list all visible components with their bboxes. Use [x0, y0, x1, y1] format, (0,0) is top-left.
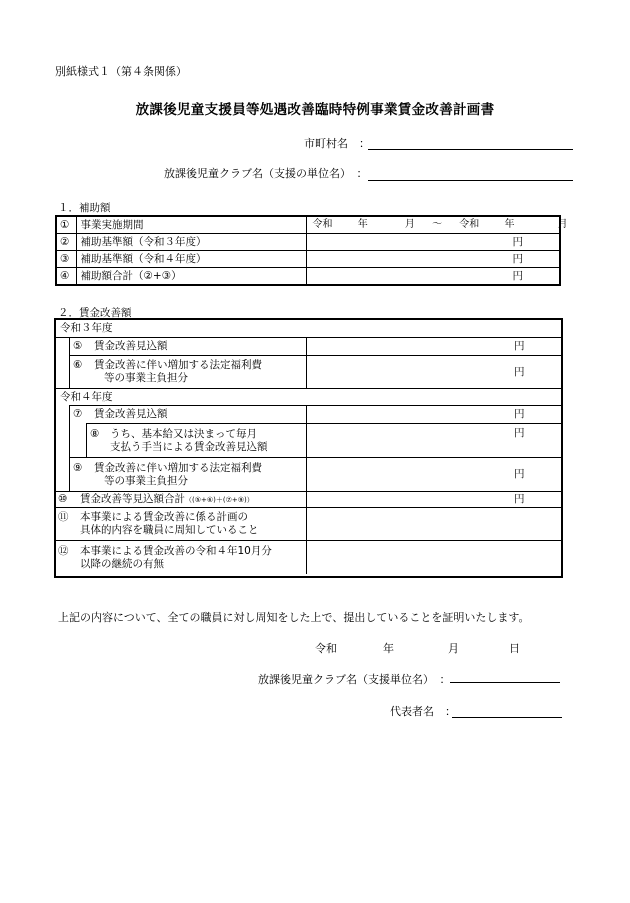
period-tilde: ～: [432, 219, 443, 230]
row-number: ⑫: [58, 545, 69, 557]
row-number: ⑤: [73, 340, 83, 352]
table-row: [56, 234, 560, 251]
value-cell[interactable]: 円: [306, 234, 560, 251]
row-label: うち、基本給又は決まって毎月: [110, 428, 257, 440]
divider: [69, 405, 561, 406]
section-1-heading: １．補助額: [58, 202, 111, 214]
municipality-label: 市町村名 ：: [304, 137, 370, 150]
row-label: 賃金改善に伴い増加する法定福利費: [94, 462, 262, 474]
divider: [56, 388, 561, 389]
row-label: 本事業による賃金改善の令和４年10月分: [80, 545, 272, 557]
divider: [56, 337, 561, 338]
row-number: ①: [56, 216, 76, 234]
total-formula: （(⑤+⑥)＋(⑦+⑨)）: [185, 496, 254, 504]
row-number: ⑦: [73, 408, 83, 420]
date-year: 年: [383, 642, 394, 655]
value-cell[interactable]: 円: [514, 366, 525, 378]
row-number: ⑪: [58, 511, 69, 523]
municipality-input-line[interactable]: [368, 149, 573, 150]
form-identifier: 別紙様式１（第４条関係）: [55, 65, 187, 78]
value-cell[interactable]: 円: [514, 427, 525, 439]
row-label-line2: 具体的内容を職員に周知していること: [80, 524, 259, 536]
divider: [69, 337, 70, 388]
period-year-1: 年: [357, 219, 368, 230]
period-year-2: 年: [504, 219, 515, 230]
value-cell[interactable]: 円: [514, 468, 525, 480]
row-label-line2: 等の事業主負担分: [104, 372, 188, 384]
date-era: 令和: [315, 642, 337, 655]
divider: [86, 423, 561, 424]
section-2-heading: ２．賃金改善額: [58, 307, 132, 319]
fy-r3-heading: 令和３年度: [60, 322, 113, 334]
row-label-line2: 支払う手当による賃金改善見込額: [110, 441, 268, 453]
divider: [69, 405, 70, 491]
representative-input-line[interactable]: [452, 717, 562, 718]
period-era-2: 令和: [459, 219, 480, 230]
row-label: 事業実施期間: [76, 216, 306, 234]
representative-label: 代表者名 ：: [390, 705, 456, 718]
total-label: 賃金改善等見込額合計: [80, 493, 185, 505]
table-row: [56, 268, 560, 286]
document-title: 放課後児童支援員等処遇改善臨時特例事業賃金改善計画書: [135, 102, 495, 118]
period-cell[interactable]: [306, 216, 568, 234]
row-number: ⑩: [58, 493, 68, 505]
value-cell[interactable]: 円: [514, 340, 525, 352]
row-label: 賃金改善見込額: [94, 340, 168, 352]
fy-r4-heading: 令和４年度: [60, 391, 113, 403]
row-label: [80, 493, 254, 506]
row-number: ⑨: [73, 462, 83, 474]
value-cell[interactable]: 円: [514, 493, 525, 505]
period-month-1: 月: [404, 219, 415, 230]
row-label: 補助基準額（令和４年度）: [76, 251, 306, 268]
row-number: ⑧: [90, 428, 100, 440]
divider: [69, 355, 561, 356]
certification-statement: 上記の内容について、全ての職員に対し周知をした上で、提出していることを証明いたします。: [58, 611, 530, 624]
date-day: 日: [509, 642, 520, 655]
table-row: [56, 251, 560, 268]
period-month-2: 月: [557, 219, 568, 230]
footer-club-input-line[interactable]: [450, 682, 560, 683]
date-month: 月: [448, 642, 459, 655]
row-number: ②: [56, 234, 76, 251]
row-number: ⑥: [73, 359, 83, 371]
row-number: ③: [56, 251, 76, 268]
club-name-input-line[interactable]: [368, 180, 573, 181]
divider: [56, 491, 561, 492]
row-label-line2: 以降の継続の有無: [80, 558, 164, 570]
subsidy-table: [55, 215, 568, 286]
value-cell[interactable]: 円: [306, 251, 560, 268]
club-name-label: 放課後児童クラブ名（支援の単位名） ：: [164, 167, 368, 180]
row-label: 補助基準額（令和３年度）: [76, 234, 306, 251]
divider: [306, 337, 307, 388]
value-cell[interactable]: 円: [306, 268, 560, 286]
footer-club-label: 放課後児童クラブ名（支援単位名） ：: [258, 673, 451, 686]
continuation-value-cell[interactable]: [307, 541, 559, 572]
notification-value-cell[interactable]: [307, 508, 559, 539]
table-row: [56, 216, 560, 234]
divider: [86, 423, 87, 457]
row-label: 賃金改善に伴い増加する法定福利費: [94, 359, 262, 371]
row-label: 本事業による賃金改善に係る計画の: [80, 511, 248, 523]
period-era-1: 令和: [312, 219, 333, 230]
row-label-line2: 等の事業主負担分: [104, 475, 188, 487]
divider: [69, 457, 561, 458]
value-cell[interactable]: 円: [514, 408, 525, 420]
row-number: ④: [56, 268, 76, 286]
row-label: 賃金改善見込額: [94, 408, 168, 420]
row-label: 補助額合計（②+③）: [76, 268, 306, 286]
